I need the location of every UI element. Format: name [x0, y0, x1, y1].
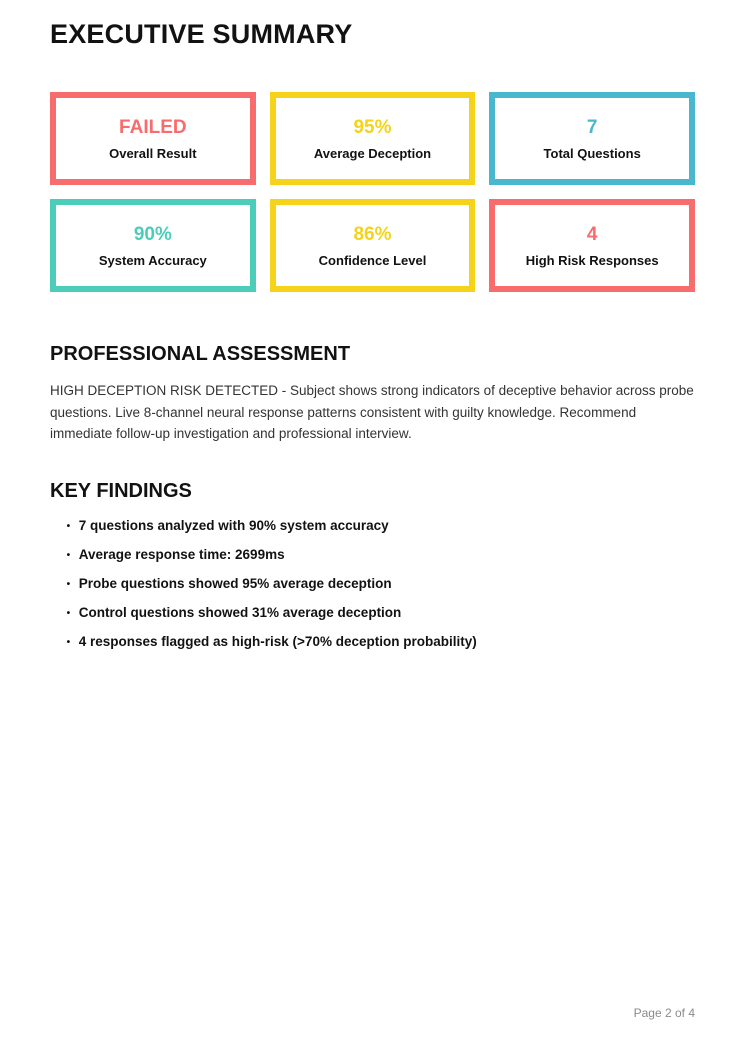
stat-card-confidence-level	[270, 199, 476, 292]
page-number-indicator: Page 2 of 4	[633, 1006, 695, 1020]
finding-text: Average response time: 2699ms	[78, 546, 285, 562]
stat-label: Confidence Level	[318, 252, 427, 268]
bullet-icon: •	[66, 577, 71, 590]
stat-label: Overall Result	[109, 145, 197, 161]
stat-card-high-risk-responses	[489, 199, 695, 292]
stat-value: 4	[586, 223, 598, 245]
stat-card-average-deception	[270, 92, 476, 185]
stat-label: High Risk Responses	[525, 252, 659, 268]
stat-label: Average Deception	[313, 145, 432, 161]
finding-item	[66, 577, 695, 591]
finding-text: Probe questions showed 95% average deception	[78, 575, 392, 591]
stat-value: 86%	[353, 223, 392, 245]
bullet-icon: •	[66, 606, 71, 619]
stat-card-total-questions	[489, 92, 695, 185]
stat-label: Total Questions	[543, 145, 641, 161]
stat-card-overall-result	[50, 92, 256, 185]
professional-assessment-text: HIGH DECEPTION RISK DETECTED - Subject shows strong indicators of deceptive behavior across probe questions. Live 8-channel neural response patterns consistent with guilty knowledge. Recommend immediate follow-up investigation and professional interview.	[50, 383, 694, 442]
finding-text: 4 responses flagged as high-risk (>70% deception probability)	[78, 633, 477, 649]
finding-text: Control questions showed 31% average deception	[78, 604, 402, 620]
professional-assessment-heading: PROFESSIONAL ASSESSMENT	[50, 343, 351, 366]
key-findings-heading: KEY FINDINGS	[50, 479, 192, 502]
finding-item	[66, 519, 695, 533]
bullet-icon: •	[66, 548, 71, 561]
stat-card-system-accuracy	[50, 199, 256, 292]
key-findings-list	[50, 519, 695, 649]
stat-value: 7	[586, 116, 598, 138]
finding-item	[66, 606, 695, 620]
finding-item	[66, 548, 695, 562]
stat-label: System Accuracy	[98, 252, 207, 268]
finding-text: 7 questions analyzed with 90% system accuracy	[78, 517, 389, 533]
stat-value: 95%	[353, 116, 392, 138]
stat-value: FAILED	[119, 116, 187, 138]
bullet-icon: •	[66, 635, 71, 648]
page-title: EXECUTIVE SUMMARY	[50, 19, 353, 49]
finding-item	[66, 635, 695, 649]
stat-value: 90%	[133, 223, 172, 245]
summary-stat-cards	[50, 92, 695, 292]
bullet-icon: •	[66, 519, 71, 532]
